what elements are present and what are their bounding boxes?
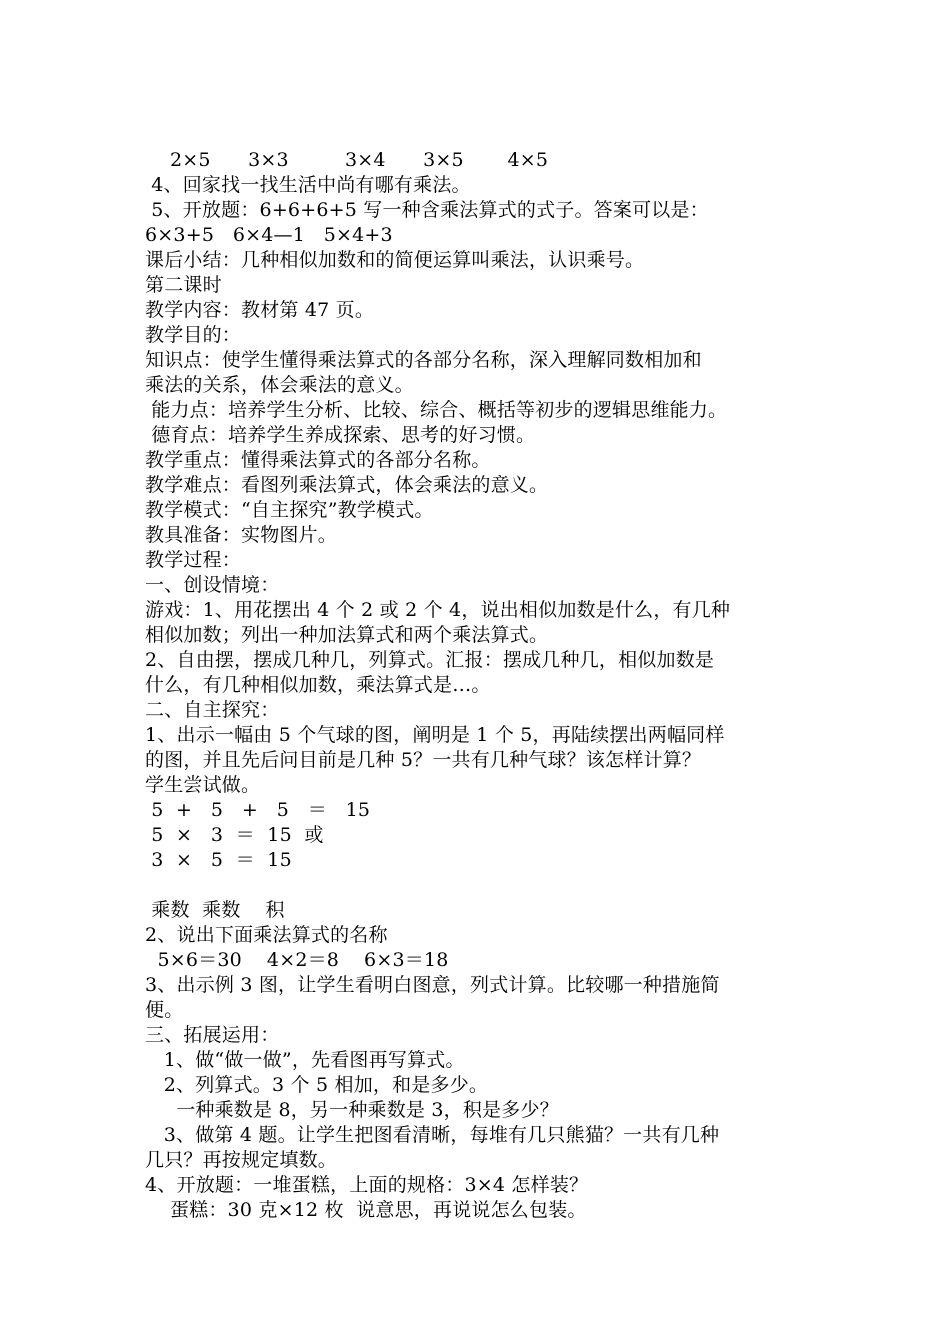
- text-line: 1、出示一幅由 5 个气球的图，阐明是 1 个 5，再陆续摆出两幅同样: [145, 724, 725, 746]
- text-line: 教学内容：教材第 47 页。: [145, 299, 375, 321]
- text-line: 4、回家找一找生活中尚有哪有乘法。: [145, 174, 471, 196]
- text-line: 教学难点：看图列乘法算式，体会乘法的意义。: [145, 474, 549, 496]
- equation-line: 5 + 5 + 5 ＝ 15: [145, 799, 371, 821]
- text-line: 3、出示例 3 图，让学生看明白图意，列式计算。比较哪一种措施简: [145, 974, 720, 996]
- text-line: 相似加数；列出一种加法算式和两个乘法算式。: [145, 624, 549, 646]
- equation-line: 5×6＝30 4×2＝8 6×3＝18: [145, 949, 449, 971]
- document-body: [145, 148, 825, 1223]
- equation-line: 3 × 5 ＝ 15: [145, 849, 292, 871]
- section-heading: 第二课时: [145, 274, 222, 296]
- text-line: 德育点：培养学生养成探索、思考的好习惯。: [145, 424, 536, 446]
- section-heading: 二、自主探究：: [145, 699, 280, 721]
- text-line: 教学模式：“自主探究”教学模式。: [145, 499, 434, 521]
- text-line: 2、说出下面乘法算式的名称: [145, 924, 388, 946]
- text-line: 教学过程：: [145, 549, 242, 571]
- text-line: 知识点：使学生懂得乘法算式的各部分名称，深入理解同数相加和: [145, 349, 702, 371]
- text-line: 乘法的关系，体会乘法的意义。: [145, 374, 414, 396]
- text-line: 游戏：1、用花摆出 4 个 2 或 2 个 4，说出相似加数是什么，有几种: [145, 599, 731, 621]
- text-line: 什么，有几种相似加数，乘法算式是…。: [145, 674, 491, 696]
- text-line: 5、开放题：6+6+6+5 写一种含乘法算式的式子。答案可以是：: [145, 199, 709, 221]
- text-line: 教具准备：实物图片。: [145, 524, 338, 546]
- text-line: 课后小结：几种相似加数和的简便运算叫乘法，认识乘号。: [145, 249, 645, 271]
- text-line: 一种乘数是 8，另一种乘数是 3，积是多少？: [145, 1099, 559, 1121]
- text-line: 蛋糕：30 克×12 枚 说意思，再说说怎么包装。: [145, 1199, 587, 1221]
- text-line: 2、自由摆，摆成几种几，列算式。汇报：摆成几种几，相似加数是: [145, 649, 715, 671]
- text-line: 教学重点：懂得乘法算式的各部分名称。: [145, 449, 491, 471]
- blank-line: [145, 873, 825, 898]
- text-line: 几只？再按规定填数。: [145, 1149, 338, 1171]
- section-heading: 一、创设情境：: [145, 574, 280, 596]
- text-line: 2×5 3×3 3×4 3×5 4×5: [145, 149, 549, 171]
- text-line: 4、开放题：一堆蛋糕，上面的规格：3×4 怎样装？: [145, 1174, 589, 1196]
- equation-line: 5 × 3 ＝ 15 或: [145, 824, 324, 846]
- text-line: 1、做“做一做”，先看图再写算式。: [145, 1049, 465, 1071]
- text-line: 便。: [145, 999, 184, 1021]
- text-line: 的图，并且先后问目前是几种 5？一共有几种气球？该怎样计算？: [145, 749, 702, 771]
- text-line: 3、做第 4 题。让学生把图看清晰，每堆有几只熊猫？一共有几种: [145, 1124, 720, 1146]
- text-line: 学生尝试做。: [145, 774, 261, 796]
- equation-labels: 乘数 乘数 积: [145, 899, 285, 921]
- text-line: 6×3+5 6×4—1 5×4+3: [145, 224, 393, 246]
- text-line: 2、列算式。3 个 5 相加，和是多少。: [145, 1074, 489, 1096]
- section-heading: 三、拓展运用：: [145, 1024, 280, 1046]
- text-line: 能力点：培养学生分析、比较、综合、概括等初步的逻辑思维能力。: [145, 399, 728, 421]
- text-line: 教学目的：: [145, 324, 242, 346]
